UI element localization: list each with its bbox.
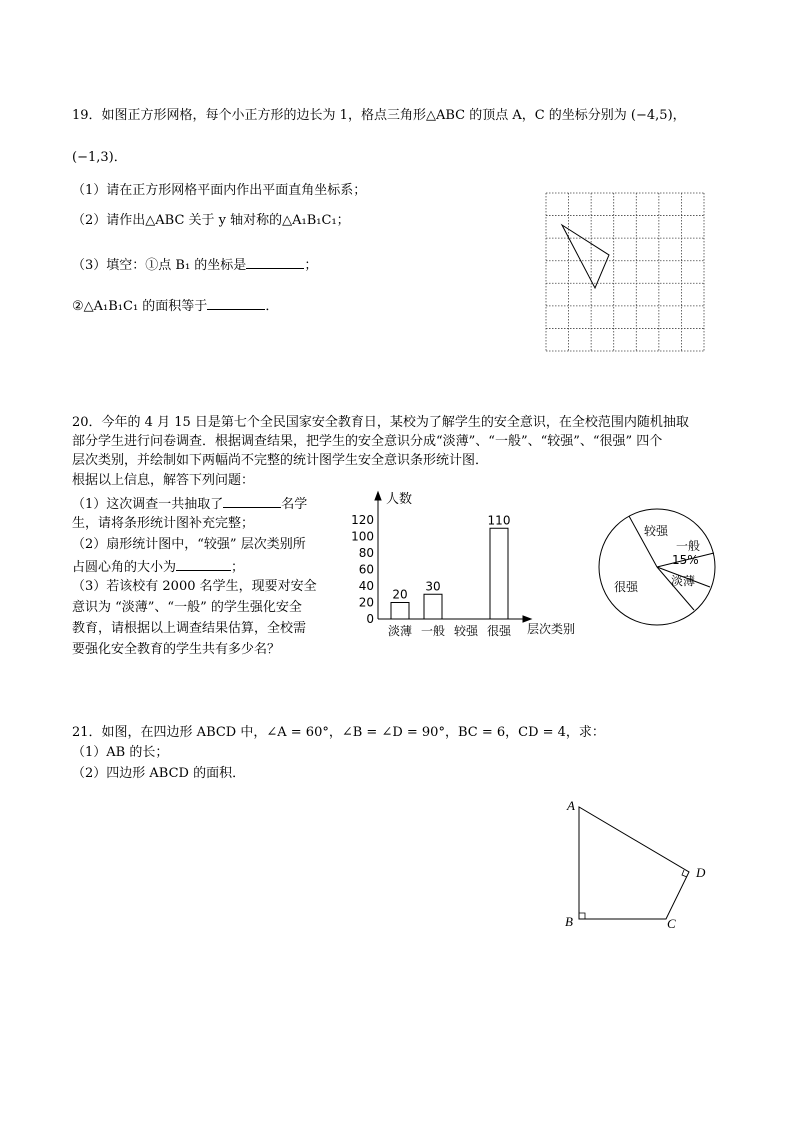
vertex-c-label: C [667, 916, 676, 931]
q19-line2: (−1,3)． [72, 150, 127, 165]
answer-blank[interactable] [223, 495, 281, 508]
bar [391, 603, 409, 620]
q19-part4-text: ②△A₁B₁C₁ 的面积等于 [72, 299, 208, 314]
q19-part1: （1）请在正方形网格平面内作出平面直角坐标系； [72, 183, 367, 198]
q20-a4-text: 占圆心角的大小为 [72, 560, 177, 575]
q20-a4 [72, 558, 244, 576]
q20-a1-end: 名学 [281, 497, 308, 512]
q20-a4-end: ； [231, 560, 245, 575]
bar-data-label: 20 [392, 587, 408, 602]
quadrilateral-abcd [579, 807, 689, 919]
bar [424, 594, 442, 619]
y-tick-label: 120 [351, 513, 374, 527]
y-tick-label: 40 [358, 579, 374, 593]
q21-part1: （1）AB 的长； [72, 745, 169, 760]
pie-label-jiaoqiang: 较强 [644, 524, 669, 538]
y-tick-label: 60 [358, 562, 374, 577]
q20-a7: 教育，请根据以上调查结果估算，全校需 [72, 621, 307, 636]
q21-line1: 21．如图，在四边形 ABCD 中，∠A = 60°，∠B = ∠D = 90°，BC = 6，CD = 4，求： [72, 725, 605, 740]
answer-blank[interactable] [246, 256, 304, 269]
q19-part3 [72, 256, 317, 274]
bar-data-label: 110 [487, 513, 511, 528]
vertex-a-label: A [567, 798, 575, 813]
x-tick-label: 淡薄 [387, 624, 413, 638]
x-axis-label: 层次类别 [527, 622, 576, 636]
q19-part4 [72, 297, 278, 315]
q20-a1 [72, 495, 307, 513]
q20-a5: （3）若该校有 2000 名学生，现要对安全 [72, 579, 317, 594]
pie-label-yiban: 一般 [676, 539, 701, 553]
y-tick-label: 0 [366, 612, 374, 626]
y-tick-label: 20 [358, 595, 374, 610]
y-axis-arrow [375, 492, 381, 500]
q20-a2: 生，请将条形统计图补充完整； [72, 516, 255, 531]
vertex-d-label: D [696, 865, 706, 880]
q20-line2: 部分学生进行问卷调查．根据调查结果，把学生的安全意识分成“淡薄”、“一般”、“较强”、“很强” 四个 [72, 434, 663, 449]
y-tick-label: 100 [351, 529, 374, 544]
bar-data-label: 30 [425, 579, 441, 594]
bar-chart [340, 488, 590, 648]
q20-line4: 根据以上信息，解答下列问题： [72, 473, 255, 488]
x-tick-label: 较强 [453, 624, 479, 638]
q19-part2: （2）请作出△ABC 关于 y 轴对称的△A₁B₁C₁； [72, 213, 350, 228]
y-tick-label: 80 [358, 546, 374, 560]
pie-label-danbao: 淡薄 [671, 574, 696, 588]
pie-label-henqiang: 很强 [614, 580, 639, 594]
pie-chart [592, 505, 722, 635]
answer-blank[interactable] [207, 297, 265, 310]
right-angle-b [579, 913, 585, 919]
q20-a3: （2）扇形统计图中，“较强” 层次类别所 [72, 537, 306, 552]
q19-part3-end: ； [304, 258, 318, 273]
q20-a1-text: （1）这次调查一共抽取了 [72, 497, 224, 512]
answer-blank[interactable] [176, 558, 231, 571]
q20-line1: 20．今年的 4 月 15 日是第七个全民国家安全教育日，某校为了解学生的安全意识，在全校范围内随机抽取 [72, 415, 689, 430]
triangle-abc [562, 225, 609, 288]
q19-part3-text: （3）填空：①点 B₁ 的坐标是 [72, 258, 247, 273]
vertex-b-label: B [565, 914, 573, 929]
q20-a8: 要强化安全教育的学生共有多少名？ [72, 642, 281, 657]
x-tick-label: 一般 [420, 624, 446, 638]
q20-a6: 意识为 “淡薄”、“一般” 的学生强化安全 [72, 600, 302, 615]
pie-label-percent: 15% [672, 553, 699, 567]
right-angle-d [682, 870, 687, 877]
q19-grid-figure [545, 192, 705, 352]
y-axis-label: 人数 [386, 492, 413, 507]
q19-part4-end: ． [265, 299, 279, 314]
q20-line3: 层次类别，并绘制如下两幅尚不完整的统计图学生安全意识条形统计图． [72, 453, 489, 468]
x-tick-label: 很强 [486, 624, 512, 638]
q21-part2: （2）四边形 ABCD 的面积． [72, 766, 246, 781]
bar [490, 528, 508, 619]
q19-line1: 19．如图正方形网格，每个小正方形的边长为 1，格点三角形△ABC 的顶点 A，C 的坐标分别为 (−4,5)， [72, 108, 686, 123]
quadrilateral-abcd-figure [555, 795, 715, 935]
